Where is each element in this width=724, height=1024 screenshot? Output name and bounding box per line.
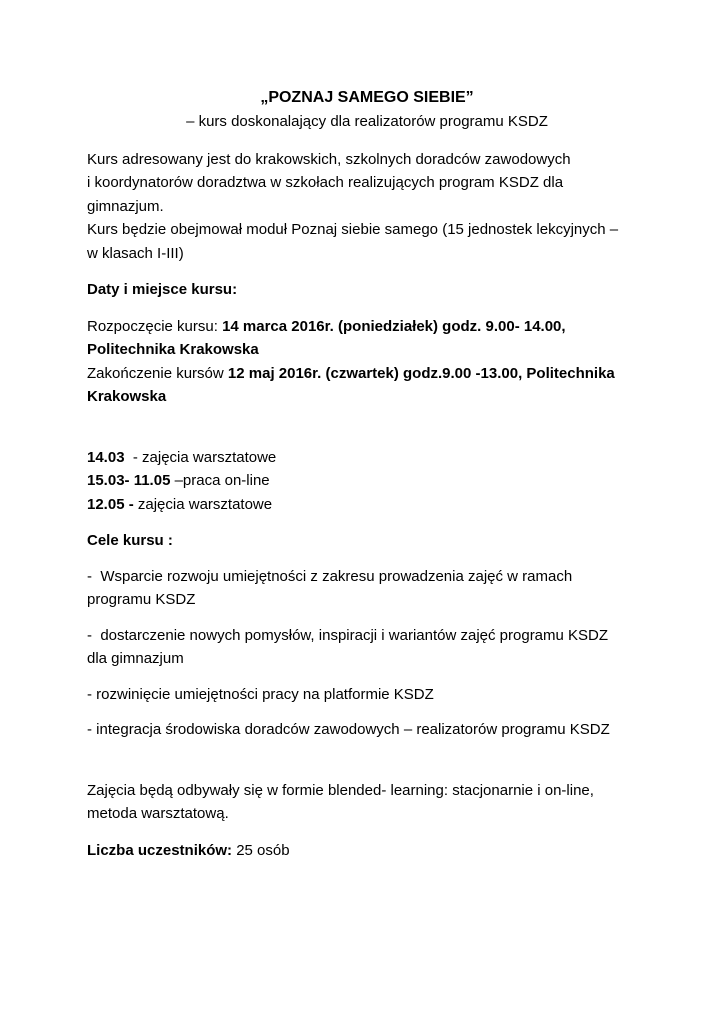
end-place: Krakowska xyxy=(87,388,167,405)
document-subtitle: – kurs doskonalający dla realizatorów programu KSDZ xyxy=(186,113,548,130)
goal-item xyxy=(87,624,647,671)
schedule-text: - zajęcia warsztatowe xyxy=(124,448,277,466)
schedule-item xyxy=(87,446,647,470)
intro-line: w klasach I-III) xyxy=(87,244,184,262)
dates-block xyxy=(87,315,647,409)
intro-line: Kurs adresowany jest do krakowskich, szkolnych doradców zawodowych xyxy=(87,150,571,168)
participants-label: Liczba uczestników: xyxy=(87,841,233,859)
form-line: metoda warsztatową. xyxy=(87,805,229,822)
intro-line: i koordynatorów doradztwa w szkołach realizujących program KSDZ dla xyxy=(87,174,564,191)
start-date-line xyxy=(87,315,647,339)
schedule-date: 15.03- 11.05 xyxy=(87,472,171,489)
goal-item xyxy=(87,683,647,707)
schedule-date: 12.05 - xyxy=(87,495,134,513)
form-paragraph xyxy=(87,779,647,826)
document-title: „POZNAJ SAMEGO SIEBIE” xyxy=(260,89,474,106)
document-page xyxy=(87,86,647,862)
intro-paragraph xyxy=(87,148,647,266)
dates-heading: Daty i miejsce kursu: xyxy=(87,281,238,298)
goal-line: dla gimnazjum xyxy=(87,650,184,667)
start-label: Rozpoczęcie kursu: xyxy=(87,317,223,335)
intro-line: gimnazjum. xyxy=(87,197,164,215)
start-value: 14 marca 2016r. (poniedziałek) godz. 9.00- 14.00, xyxy=(222,317,566,335)
start-place: Politechnika Krakowska xyxy=(87,341,259,358)
goal-line: - rozwinięcie umiejętności pracy na platformie KSDZ xyxy=(87,685,434,703)
goals-heading: Cele kursu : xyxy=(87,532,173,549)
schedule-text: –praca on-line xyxy=(170,472,270,489)
end-value: 12 maj 2016r. (czwartek) godz.9.00 -13.00, Politechnika xyxy=(227,364,615,382)
participants-line xyxy=(87,839,647,863)
end-label: Zakończenie kursów xyxy=(87,364,228,382)
schedule-item xyxy=(87,493,647,517)
participants-value: 25 osób xyxy=(232,841,290,859)
schedule-text: zajęcia warsztatowe xyxy=(133,495,273,513)
intro-line: Kurs będzie obejmował moduł Poznaj siebie samego (15 jednostek lekcyjnych – xyxy=(87,221,619,238)
goal-line: - Wsparcie rozwoju umiejętności z zakresu prowadzenia zajęć w ramach xyxy=(87,567,573,585)
form-line: Zajęcia będą odbywały się w formie blended- learning: stacjonarnie i on-line, xyxy=(87,781,594,799)
schedule-list xyxy=(87,446,647,517)
goal-item xyxy=(87,565,647,612)
goal-line: - integracja środowiska doradców zawodowych – realizatorów programu KSDZ xyxy=(87,721,610,738)
goal-line: programu KSDZ xyxy=(87,591,196,608)
schedule-date: 14.03 xyxy=(87,448,125,466)
schedule-item xyxy=(87,469,647,493)
goal-line: - dostarczenie nowych pomysłów, inspiracji i wariantów zajęć programu KSDZ xyxy=(87,626,609,644)
goal-item xyxy=(87,718,647,742)
end-date-line xyxy=(87,362,647,386)
